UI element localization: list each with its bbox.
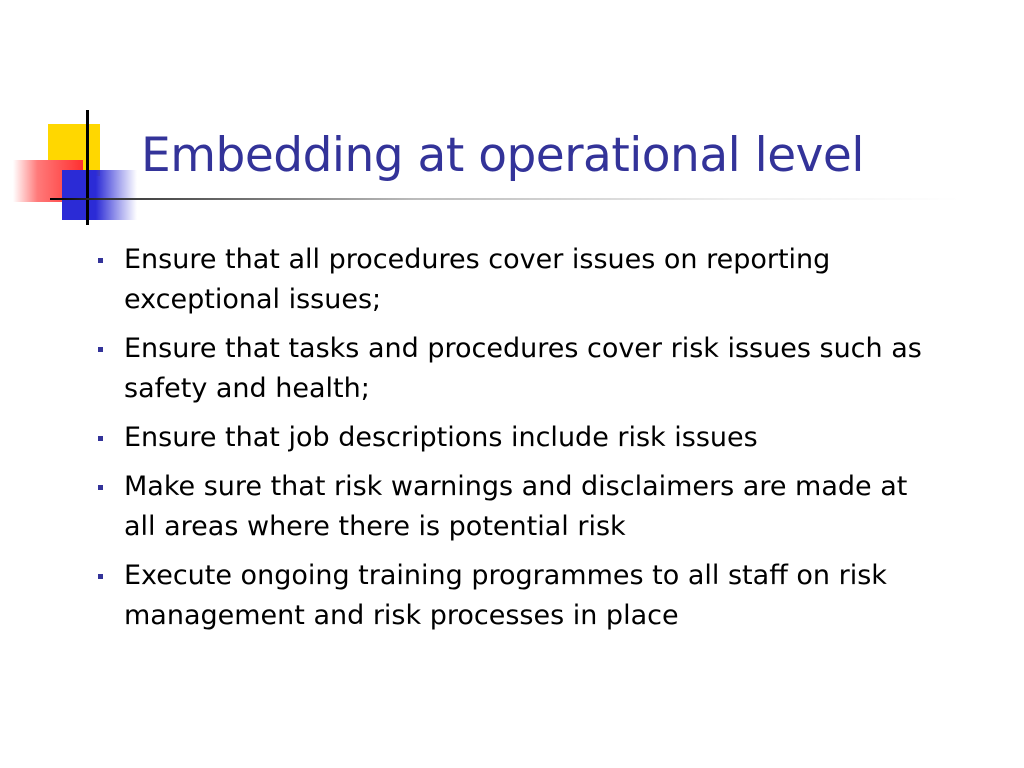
bullet-text: Ensure that job descriptions include risk issues — [124, 422, 758, 453]
square-bullet-icon — [98, 347, 103, 352]
square-bullet-icon — [98, 436, 103, 441]
decorative-logo-blocks — [0, 0, 150, 240]
square-bullet-icon — [98, 258, 103, 263]
vertical-rule — [86, 110, 89, 225]
slide-title: Embedding at operational level — [141, 128, 864, 183]
bullet-item — [96, 556, 926, 636]
blue-gradient-decoration — [62, 170, 137, 220]
square-bullet-icon — [98, 574, 103, 579]
bullet-text: Ensure that tasks and procedures cover risk issues such as safety and health; — [124, 333, 922, 404]
bullet-text: Make sure that risk warnings and disclaimers are made at all areas where there is potential risk — [124, 471, 908, 542]
bullet-item — [96, 329, 926, 409]
bullet-item — [96, 240, 926, 320]
bullet-item — [96, 418, 926, 458]
square-bullet-icon — [98, 485, 103, 490]
title-underline-rule — [50, 198, 960, 200]
bullet-text: Ensure that all procedures cover issues on reporting exceptional issues; — [124, 244, 831, 315]
bullet-item — [96, 467, 926, 547]
bullet-text: Execute ongoing training programmes to all staff on risk management and risk processes in place — [124, 560, 887, 631]
bullet-list — [96, 240, 926, 645]
